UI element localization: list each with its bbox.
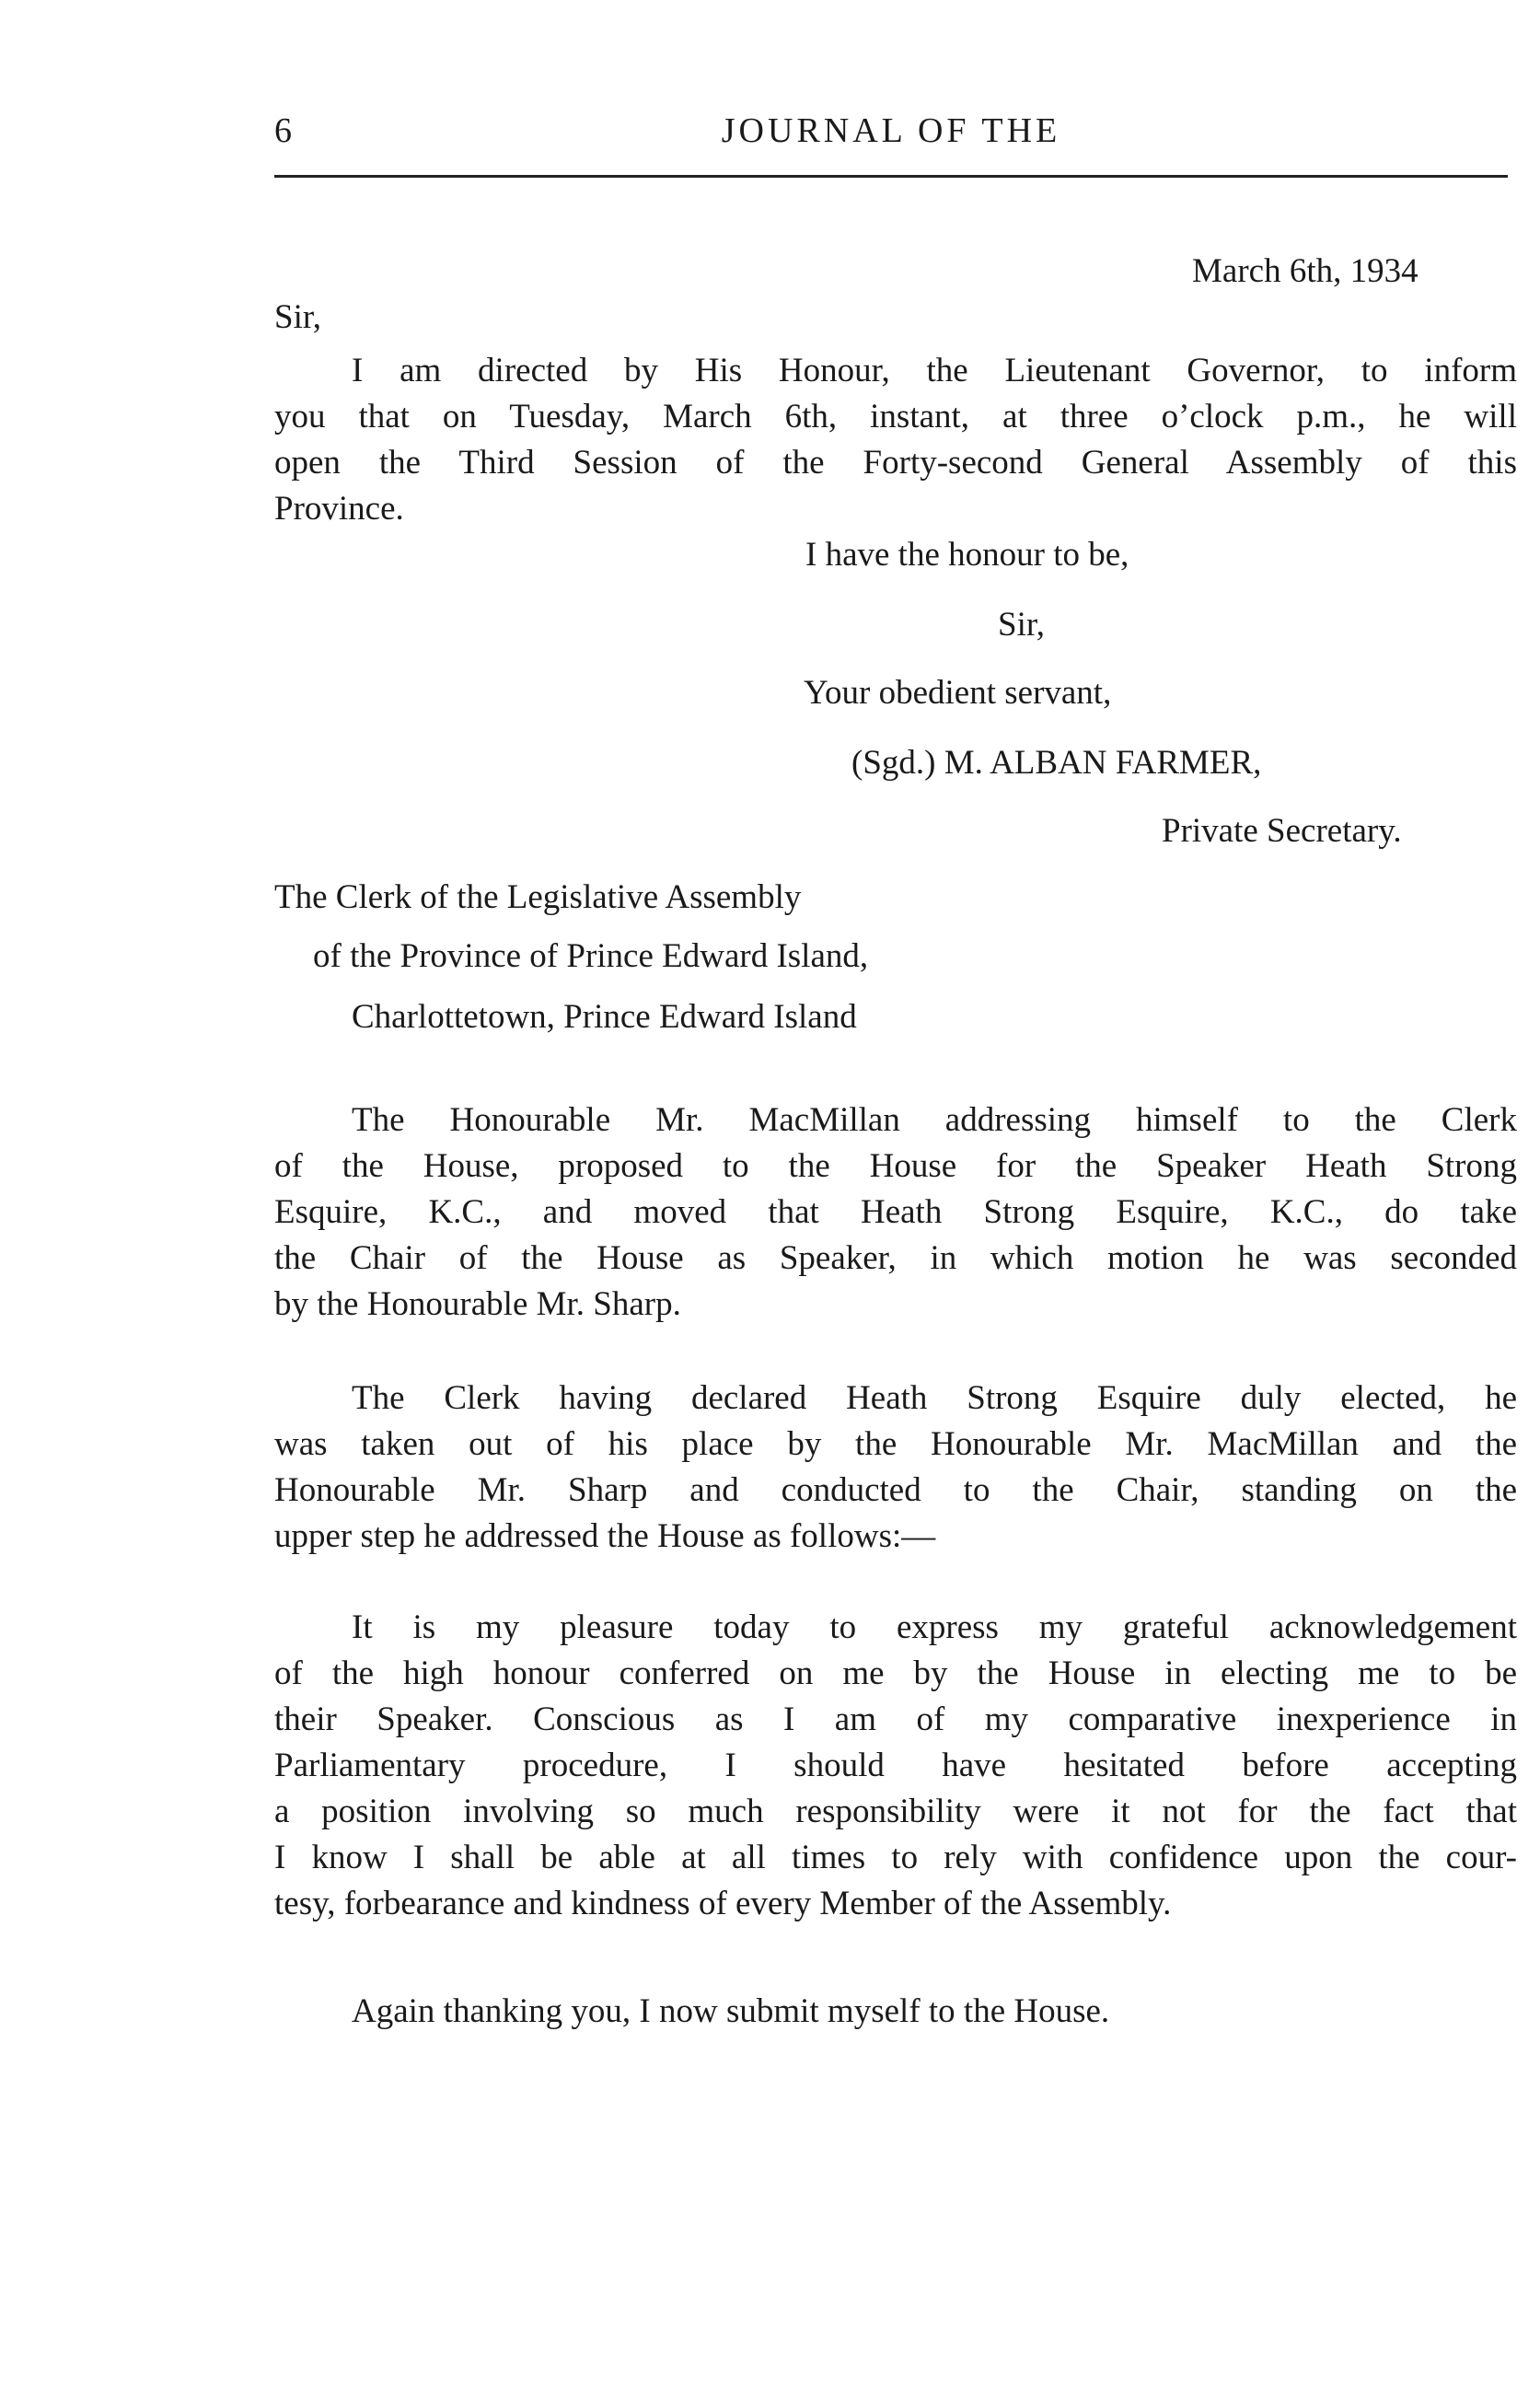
page-header <box>274 110 1508 166</box>
paragraph-line: The Honourable Mr. MacMillan addressing himself to the Clerk <box>352 1101 1517 1139</box>
signature: (Sgd.) M. ALBAN FARMER, <box>851 744 1262 782</box>
paragraph <box>274 1376 1517 1560</box>
letter-body-line: open the Third Session of the Forty-second General Assembly of this <box>274 444 1517 482</box>
paragraph-line: was taken out of his place by the Honourable Mr. MacMillan and the <box>274 1425 1517 1463</box>
header-rule <box>274 175 1508 178</box>
paragraph-line: Esquire, K.C., and moved that Heath Strong Esquire, K.C., do take <box>274 1193 1517 1231</box>
signatory-title: Private Secretary. <box>1162 812 1402 850</box>
closing-sir: Sir, <box>998 606 1045 644</box>
paragraph-line: the Chair of the House as Speaker, in which motion he was seconded <box>274 1239 1517 1277</box>
paragraph-line: their Speaker. Conscious as I am of my comparative inexperience in <box>274 1701 1517 1738</box>
running-head: JOURNAL OF THE <box>721 111 1061 150</box>
paragraph-line: Again thanking you, I now submit myself to the House. <box>352 1992 1110 2030</box>
closing-servant: Your obedient servant, <box>804 674 1112 712</box>
paragraph-line: Parliamentary procedure, I should have hesitated before accepting <box>274 1747 1517 1784</box>
paragraph-line: upper step he addressed the House as follows:— <box>274 1517 936 1555</box>
paragraph-line: The Clerk having declared Heath Strong Esquire duly elected, he <box>352 1379 1517 1417</box>
paragraph-line: I know I shall be able at all times to rely with confidence upon the cour- <box>274 1839 1517 1876</box>
letter-salutation: Sir, <box>274 298 321 336</box>
letter-date: March 6th, 1934 <box>1192 252 1418 290</box>
addressee-line: of the Province of Prince Edward Island, <box>313 937 869 975</box>
letter-body-line: I am directed by His Honour, the Lieutenant Governor, to inform <box>352 352 1517 389</box>
letter-body <box>274 348 1517 532</box>
closing-line: I have the honour to be, <box>805 536 1129 574</box>
page-number: 6 <box>274 111 293 150</box>
letter-body-line: Province. <box>274 490 404 528</box>
paragraph-line: of the House, proposed to the House for the Speaker Heath Strong <box>274 1147 1517 1185</box>
paragraph-line: It is my pleasure today to express my grateful acknowledgement <box>352 1608 1517 1646</box>
paragraph-line: of the high honour conferred on me by the House in electing me to be <box>274 1654 1517 1692</box>
addressee-line: The Clerk of the Legislative Assembly <box>274 878 802 916</box>
letter-body-line: you that on Tuesday, March 6th, instant, at three o’clock p.m., he will <box>274 398 1517 435</box>
paragraph-line: by the Honourable Mr. Sharp. <box>274 1285 681 1323</box>
paragraph <box>274 1097 1517 1328</box>
paragraph-line: a position involving so much responsibility were it not for the fact that <box>274 1793 1517 1830</box>
paragraph-line: tesy, forbearance and kindness of every Member of the Assembly. <box>274 1885 1172 1922</box>
paragraph <box>274 1605 1517 1927</box>
paragraph-line: Honourable Mr. Sharp and conducted to the Chair, standing on the <box>274 1471 1517 1509</box>
addressee-line: Charlottetown, Prince Edward Island <box>352 998 857 1036</box>
